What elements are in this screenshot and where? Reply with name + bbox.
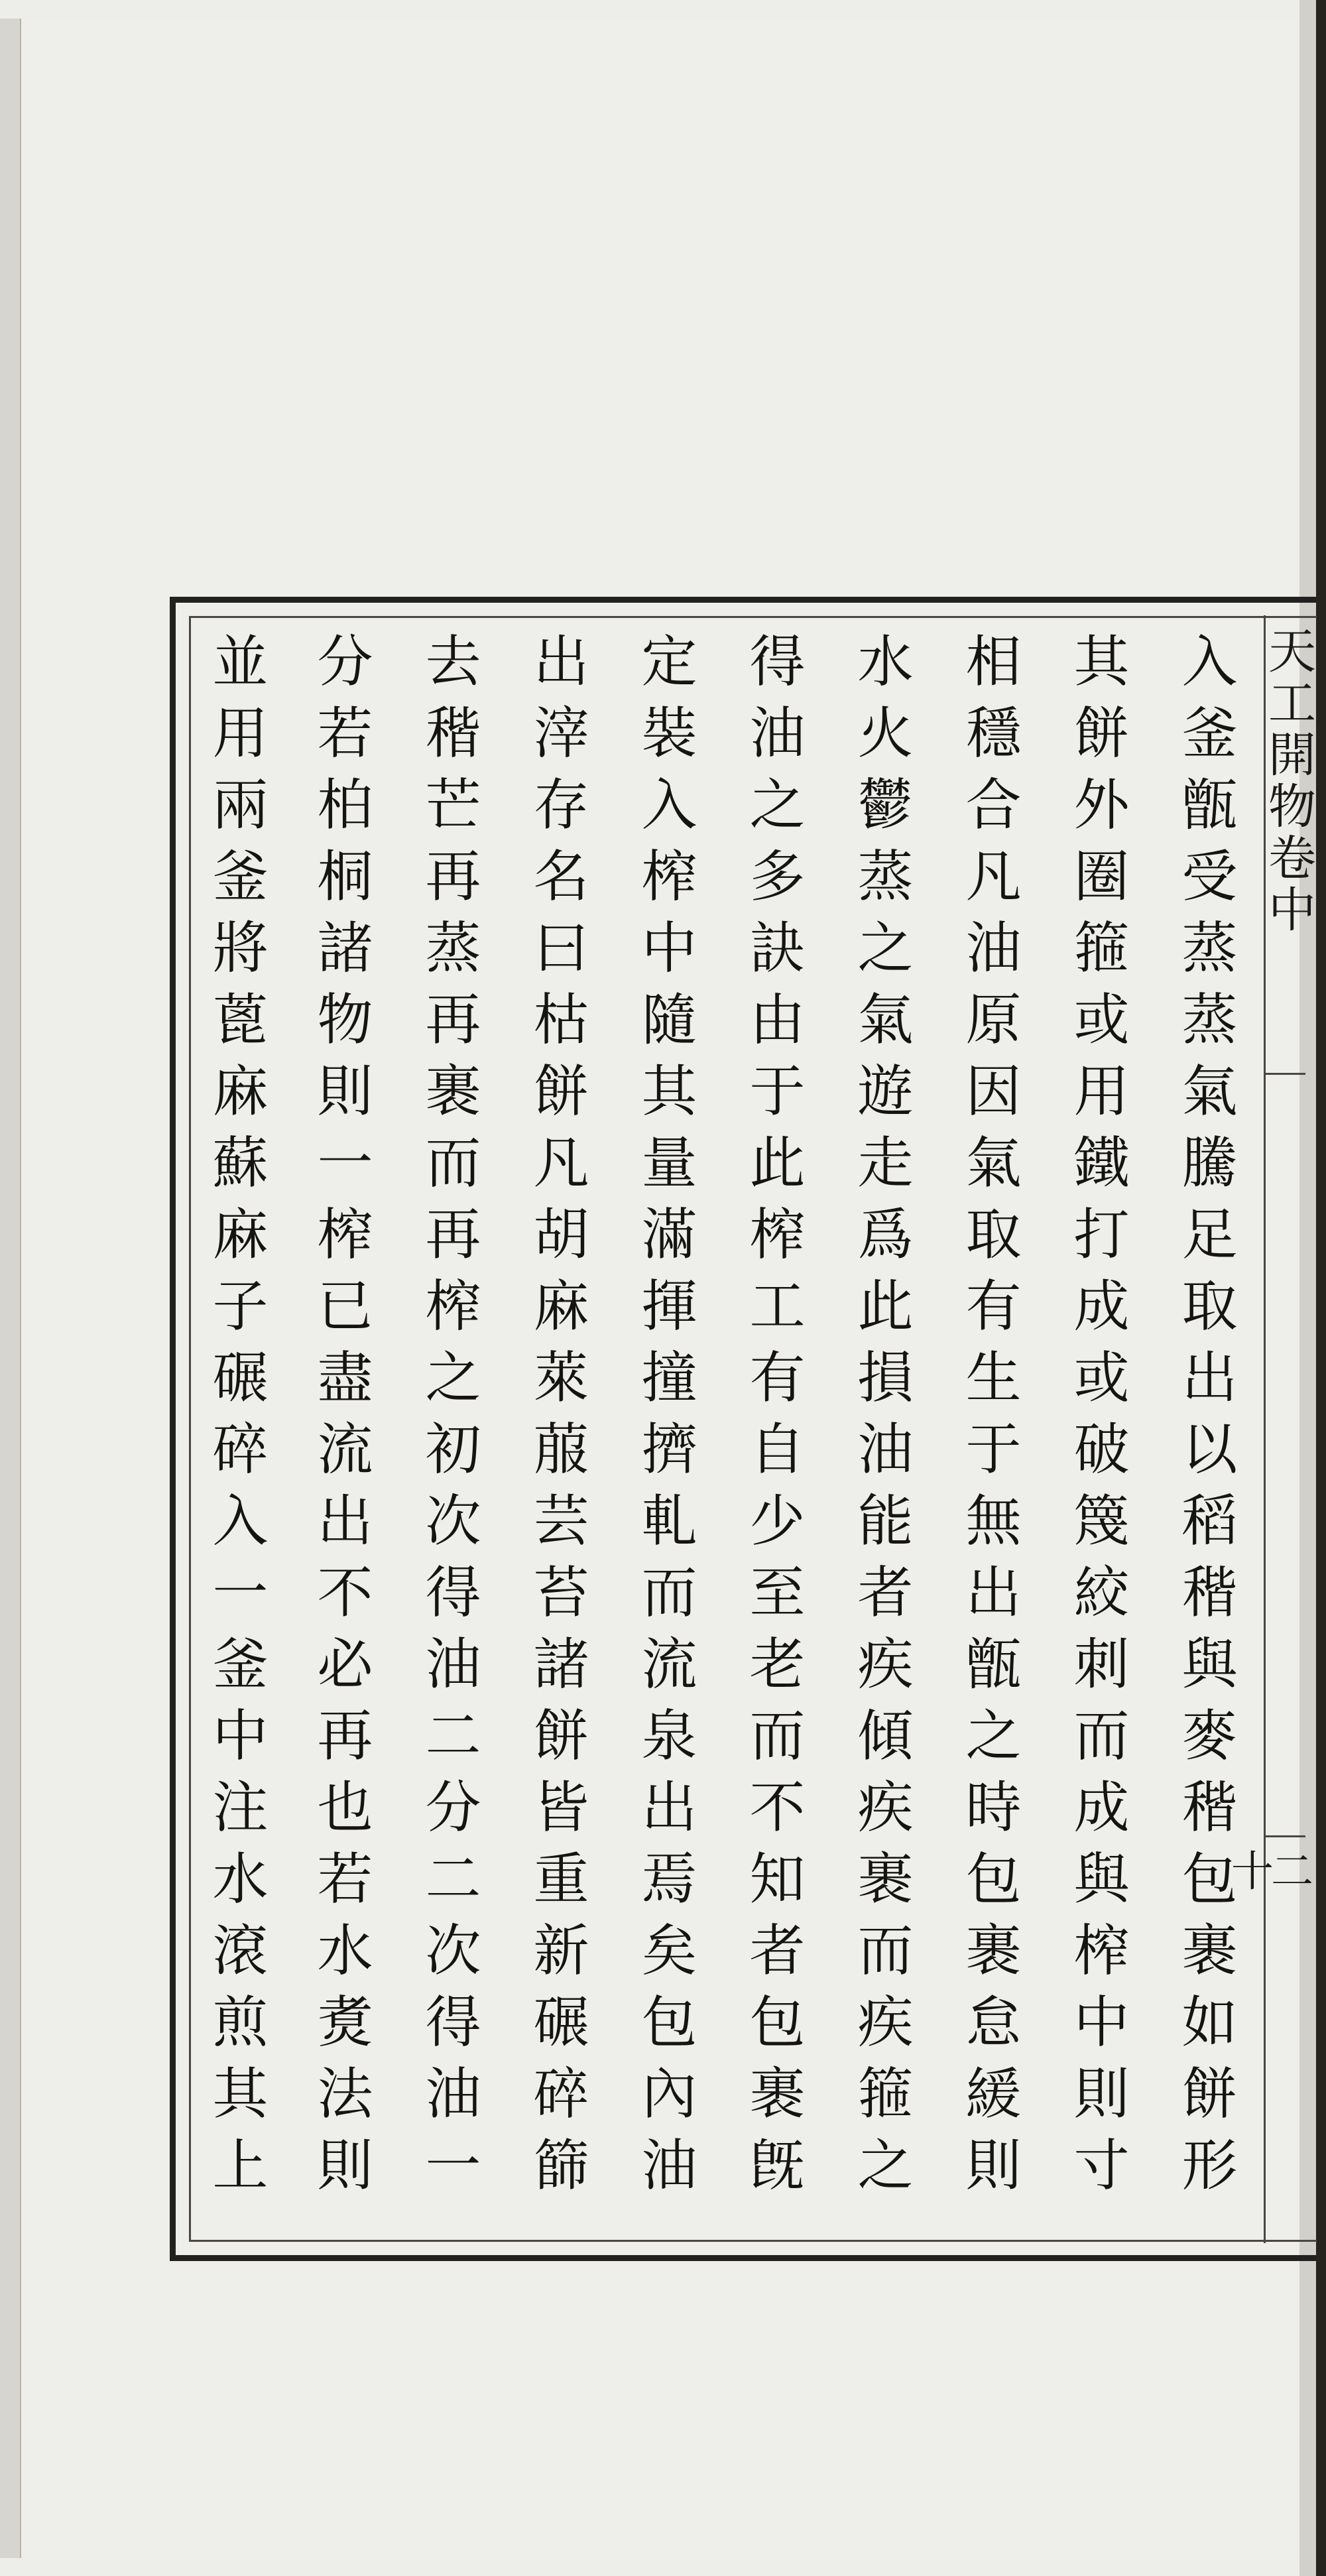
- text-column-1: 入釜甑受蒸蒸氣騰足取出以稻稭與麥稭包裹如餅形: [1173, 632, 1238, 2207]
- text-column-10: 並用兩釜將蓖麻蘇麻子碾碎入一釜中注水滾煎其上: [204, 632, 269, 2207]
- text-column-2: 其餅外圈箍或用鐵打成或破篾絞刺而成與榨中則寸: [1065, 632, 1130, 2207]
- text-column-3: 相穩合凡油原因氣取有生于無出甑之時包裹怠緩則: [957, 632, 1022, 2207]
- text-column-8: 去稭芒再蒸再裹而再榨之初次得油二分二次得油一: [416, 632, 481, 2207]
- text-column-6: 定裝入榨中隨其量滿揮撞擠軋而流泉出焉矣包內油: [633, 632, 697, 2207]
- text-column-5: 得油之多訣由于此榨工有自少至老而不知者包裹旣: [741, 632, 806, 2207]
- margin-divider: [1266, 1073, 1305, 1075]
- page-number: 二十: [1224, 1849, 1313, 1891]
- block-center-margin: [1224, 615, 1316, 2243]
- text-column-4: 水火鬱蒸之氣遊走爲此損油能者疾傾疾裹而疾箍之: [849, 632, 914, 2207]
- text-column-9: 分若柏桐諸物則一榨已盡流出不必再也若水煑法則: [308, 632, 373, 2207]
- book-title: 天工開物卷中: [1260, 626, 1316, 936]
- text-column-7: 出滓存名曰枯餅凡胡麻萊菔芸苔諸餅皆重新碾碎篩: [524, 632, 589, 2207]
- left-page-edge: [0, 19, 21, 2558]
- margin-divider: [1266, 1835, 1305, 1837]
